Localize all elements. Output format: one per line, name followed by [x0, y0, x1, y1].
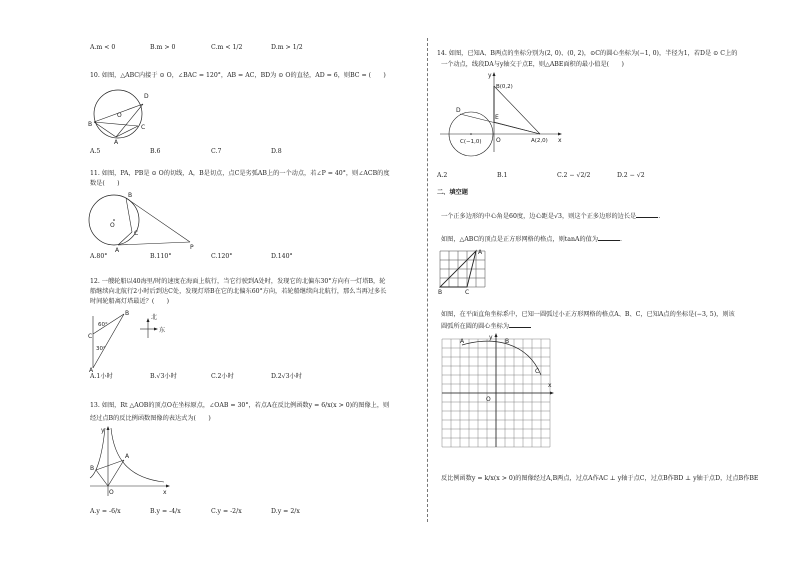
f3-label-x: x [548, 382, 552, 389]
q10-question: 10. 如图，△ABC内接于 ⊙ O，∠BAC = 120°，AB = AC，BD为 ⊙ O的直径，AD = 6，则BC = ( ) [90, 72, 386, 79]
q10-option-c: C.7 [211, 148, 222, 155]
f1-answer-blank[interactable] [636, 212, 661, 220]
q11-question-line1: 11. 如图，PA，PB是 ⊙ O的切线，A，B是切点，点C是劣弧AB上的一个动点，若∠P = 40°，则∠ACB的度 [90, 170, 390, 177]
q11-center-dot [113, 219, 115, 221]
f3-question-line2 [441, 322, 531, 331]
f2-label-b: B [438, 289, 443, 296]
q14-label-a: A(2,0) [531, 138, 548, 144]
q14-segment-ea [494, 122, 540, 134]
q14-label-o: O [496, 137, 501, 144]
q9-option-b: B.m > 0 [150, 44, 176, 51]
q12-question-line2: 船继续向北航行2小时后到达C处，发现灯塔B在它的北偏东60°方向，若轮船继续向北航行，那么当再过多长 [90, 288, 387, 295]
q12-east-arrow-icon [154, 328, 158, 331]
q12-question-line3: 时间轮船离灯塔最近？( ) [90, 298, 170, 305]
q11-segment-bc [126, 198, 132, 232]
q14-label-c: C(−1,0) [460, 139, 482, 145]
q14-x-arrow-icon [558, 133, 562, 136]
q14-figure [436, 70, 566, 154]
section-title-fill-blank: 二、填空题 [437, 189, 468, 196]
f2-label-a: A [478, 249, 483, 256]
q11-option-c: C.120° [211, 253, 233, 260]
q14-question-line1: 14. 如图，已知A、B两点的坐标分别为(2, 0)、(0, 2)，⊙C的圆心坐标为(−1, 0)，半径为1，若D是 ⊙ C上的 [437, 50, 738, 57]
q13-label-a: A [125, 453, 130, 460]
q10-option-a: A.5 [90, 148, 101, 155]
q12-label-b: B [125, 310, 130, 317]
f3-label-b: B [505, 338, 510, 345]
q12-option-d: D.2√3小时 [271, 373, 302, 380]
q11-label-o: O [110, 222, 115, 229]
f2-tail: . [620, 236, 622, 243]
q10-figure [88, 84, 154, 146]
q13-option-b: B.y = -4/x [150, 508, 181, 515]
q12-label-30: 30° [96, 346, 106, 352]
q13-question-line1: 13. 如图，Rt △AOB的顶点O在坐标原点，∠OAB = 30°，若点A在反比例函数y = 6/x(x > 0)的图像上，则 [90, 402, 390, 409]
f3-label-o: O [486, 396, 491, 403]
column-divider [427, 38, 428, 522]
q10-label-b: B [88, 121, 93, 128]
q9-option-a: A.m < 0 [90, 44, 116, 51]
q11-figure [86, 190, 196, 252]
q14-option-c: C.2 − √2/2 [557, 172, 591, 179]
q14-option-a: A.2 [437, 172, 448, 179]
q12-label-a: A [89, 367, 94, 374]
f2-text: 如图，△ABC的顶点是正方形网格的格点，则tanA的值为 [441, 236, 599, 243]
f3-x-arrow-icon [550, 392, 554, 395]
q13-segment-ob [96, 470, 108, 486]
q13-question-line2: 经过点B的反比例函数图像的表达式为( ) [90, 415, 211, 422]
q9-option-c: C.m < 1/2 [211, 44, 243, 51]
f1-tail: . [658, 213, 661, 220]
q12-figure [88, 308, 168, 372]
q13-segment-oa [108, 460, 124, 486]
f2-answer-blank[interactable] [598, 235, 620, 241]
q10-label-a: A [114, 139, 119, 146]
q14-label-y: y [488, 72, 492, 79]
q11-tangent-pa [118, 242, 190, 245]
q11-option-b: B.110° [150, 253, 172, 260]
q11-label-a: A [115, 247, 120, 254]
q10-segment-ab [94, 122, 116, 137]
q13-label-x: x [163, 489, 167, 496]
q14-segment-ab [494, 86, 540, 134]
f3-question-line1: 如图，在平面直角坐标系中，已知一圆弧过小正方形网格的格点A、B、C，已知A点的坐标是(−3, 5)，则该 [441, 311, 735, 318]
q12-option-c: C.2小时 [211, 373, 234, 380]
q11-option-a: A.80° [90, 253, 108, 260]
f3-label-y: y [489, 334, 493, 341]
q13-label-o: O [109, 489, 114, 496]
q10-option-d: D.8 [271, 148, 282, 155]
f3-grid-figure [438, 333, 558, 453]
q13-figure [88, 424, 172, 498]
f3-label-a: A [460, 338, 465, 345]
q14-option-b: B.1 [497, 172, 508, 179]
q13-curve-right [111, 428, 164, 482]
q14-label-e: E [495, 114, 499, 121]
q13-x-arrow-icon [166, 485, 170, 488]
q10-segment-bc [94, 122, 138, 126]
f1-question [441, 212, 660, 221]
q10-label-o: O [117, 112, 122, 119]
f2-grid-lines [440, 251, 485, 287]
q10-label-d: D [144, 93, 149, 100]
q12-label-c: C [88, 333, 93, 340]
f3-y-arrow-icon [495, 333, 498, 337]
q10-option-b: B.6 [150, 148, 161, 155]
q10-label-c: C [141, 124, 146, 131]
q14-label-b: B(0,2) [496, 84, 513, 90]
f3-answer-blank[interactable] [509, 322, 531, 328]
q14-option-d: D.2 − √2 [617, 172, 645, 179]
q12-label-east: 东 [159, 327, 166, 334]
q13-label-y: y [101, 427, 105, 434]
q13-segment-ab [96, 460, 124, 470]
f3-label-c: C [535, 368, 540, 375]
f2-label-c: C [465, 289, 470, 296]
q14-y-arrow-icon [493, 72, 496, 76]
q14-label-d: D [456, 107, 461, 114]
q12-label-60: 60° [98, 322, 108, 328]
q13-option-a: A.y = -6/x [90, 508, 121, 515]
q12-question-line1: 12. 一艘轮船以40海里/时的速度在海面上航行，当它行驶到A处时，发现它的北偏东30°方向有一灯塔B，轮 [90, 278, 386, 285]
q11-label-c: C [134, 230, 139, 237]
f2-question [441, 235, 622, 244]
q12-label-north: 北 [151, 314, 158, 321]
f4-question: 反比例函数y = k/x(x > 0)的图像经过A,B两点，过点A作AC ⊥ y轴于点C，过点B作BD ⊥ y轴于点D，过点B作BE [441, 475, 759, 482]
q14-label-x: x [558, 137, 562, 144]
q9-option-d: D.m > 1/2 [271, 44, 303, 51]
q14-question-line2: 一个动点，线段DA与y轴交于点E，则△ABE面积的最小值是( ) [441, 61, 624, 68]
f2-grid-figure [435, 246, 495, 294]
q12-north-arrow-icon [147, 318, 150, 322]
q13-label-b: B [90, 465, 95, 472]
q12-option-a: A.1小时 [90, 373, 113, 380]
f3-text: 圆弧所在圆的圆心坐标为 [441, 323, 510, 330]
q13-option-c: C.y = -2/x [211, 508, 242, 515]
q14-center-dot [470, 133, 472, 135]
q11-option-d: D.140° [271, 253, 293, 260]
q12-option-b: B.√3小时 [150, 373, 177, 380]
q11-question-line2: 数是( ) [90, 180, 120, 187]
q13-option-d: D.y = 2/x [271, 508, 300, 515]
q11-segment-ca [118, 232, 132, 245]
q11-label-p: P [190, 244, 194, 251]
f3-arc [462, 341, 541, 375]
q13-y-arrow-icon [107, 426, 110, 430]
f1-text: 一个正多边形的中心角是60度，边心距是√3，则这个正多边形的边长是 [441, 213, 637, 220]
q11-label-b: B [128, 192, 133, 199]
